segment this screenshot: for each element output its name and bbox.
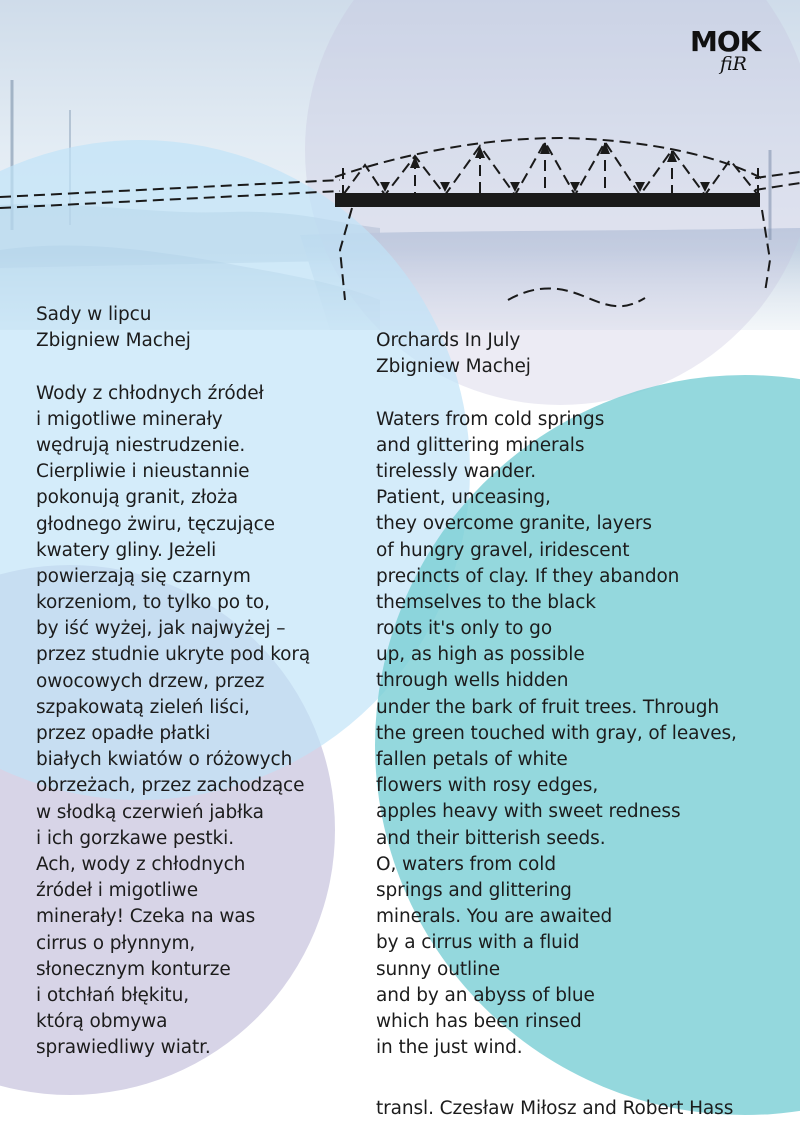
english-poem-line: in the just wind. [376,1037,523,1059]
polish-poem-author: Zbigniew Machej [36,330,191,352]
polish-poem-line: szpakowatą zieleń liści, [36,696,250,718]
polish-poem [36,302,310,1061]
polish-poem-line: kwatery gliny. Jeżeli [36,539,217,561]
english-poem-line: fallen petals of white [376,749,568,770]
mok-fir-logo [690,25,770,80]
english-poem-line: and by an abyss of blue [376,984,595,1006]
polish-poem-line: i migotliwe minerały [36,408,223,430]
bridge-deck [335,193,760,207]
polish-poem-line: którą obmywa [36,1011,168,1033]
english-poem-line: Waters from cold springs [376,408,605,430]
english-poem-line: and their bitterish seeds. [376,827,606,849]
polish-poem-line: przez studnie ukryte pod korą [36,644,311,666]
polish-poem-line: głodnego żwiru, tęczujące [36,513,275,535]
polish-poem-line: owocowych drzew, przez [36,670,265,692]
english-poem-line: springs and glittering [376,879,572,901]
polish-poem-line: cirrus o płynnym, [36,932,196,954]
english-poem-line: by a cirrus with a fluid [376,932,580,954]
english-poem-line: of hungry gravel, iridescent [376,539,630,561]
polish-poem-line: w słodką czerwień jabłka [36,801,264,823]
logo-fir-text: fiR [720,53,747,75]
english-poem [376,328,737,1061]
polish-poem-line: by iść wyżej, jak najwyżej – [36,618,286,640]
polish-poem-line: i otchłań błękitu, [36,984,189,1006]
polish-poem-line: źródeł i migotliwe [36,880,198,902]
english-poem-line: minerals. You are awaited [376,906,613,928]
english-poem-line: the green touched with gray, of leaves, [376,722,737,744]
polish-poem-line: korzeniom, to tylko po to, [36,592,270,614]
english-poem-line: tirelessly wander. [376,460,537,482]
polish-poem-line: Cierpliwie i nieustannie [36,461,250,483]
polish-poem-line: sprawiedliwy wiatr. [36,1037,211,1059]
english-poem-line: roots it's only to go [376,618,553,640]
polish-poem-line: powierzają się czarnym [36,565,251,587]
english-poem-line: apples heavy with sweet redness [376,801,681,823]
polish-poem-line: i ich gorzkawe pestki. [36,827,234,849]
english-poem-line: which has been rinsed [376,1010,582,1032]
english-poem-line: through wells hidden [376,670,569,692]
english-poem-line: themselves to the black [376,591,596,613]
polish-poem-line: wędrują niestrudzenie. [36,434,246,456]
english-poem-line: precincts of clay. If they abandon [376,565,680,587]
polish-poem-line: słonecznym konturze [36,958,231,980]
polish-poem-line: Wody z chłodnych źródeł [36,382,264,404]
english-poem-line: under the bark of fruit trees. Through [376,696,719,718]
polish-poem-line: białych kwiatów o różowych [36,749,293,771]
english-poem-line: and glittering minerals [376,434,585,456]
polish-poem-line: Ach, wody z chłodnych [36,853,246,875]
polish-poem-line: obrzeżach, przez zachodzące [36,775,305,797]
polish-poem-title: Sady w lipcu [36,304,152,325]
polish-poem-line: pokonują granit, złoża [36,487,238,509]
english-poem-line: flowers with rosy edges, [376,775,599,797]
polish-poem-line: minerały! Czeka na was [36,906,256,928]
english-poem-title: Orchards In July [376,330,521,351]
english-poem-line: Patient, unceasing, [376,487,551,509]
english-poem-author: Zbigniew Machej [376,356,531,378]
english-poem-line: they overcome granite, layers [376,513,652,535]
logo-mok-text: MOK [690,25,761,58]
translator-credit: transl. Czesław Miłosz and Robert Hass [376,1098,734,1119]
english-poem-line: up, as high as possible [376,644,585,666]
english-poem-line: O, waters from cold [376,853,556,875]
polish-poem-line: przez opadłe płatki [36,723,211,744]
english-poem-line: sunny outline [376,958,501,980]
